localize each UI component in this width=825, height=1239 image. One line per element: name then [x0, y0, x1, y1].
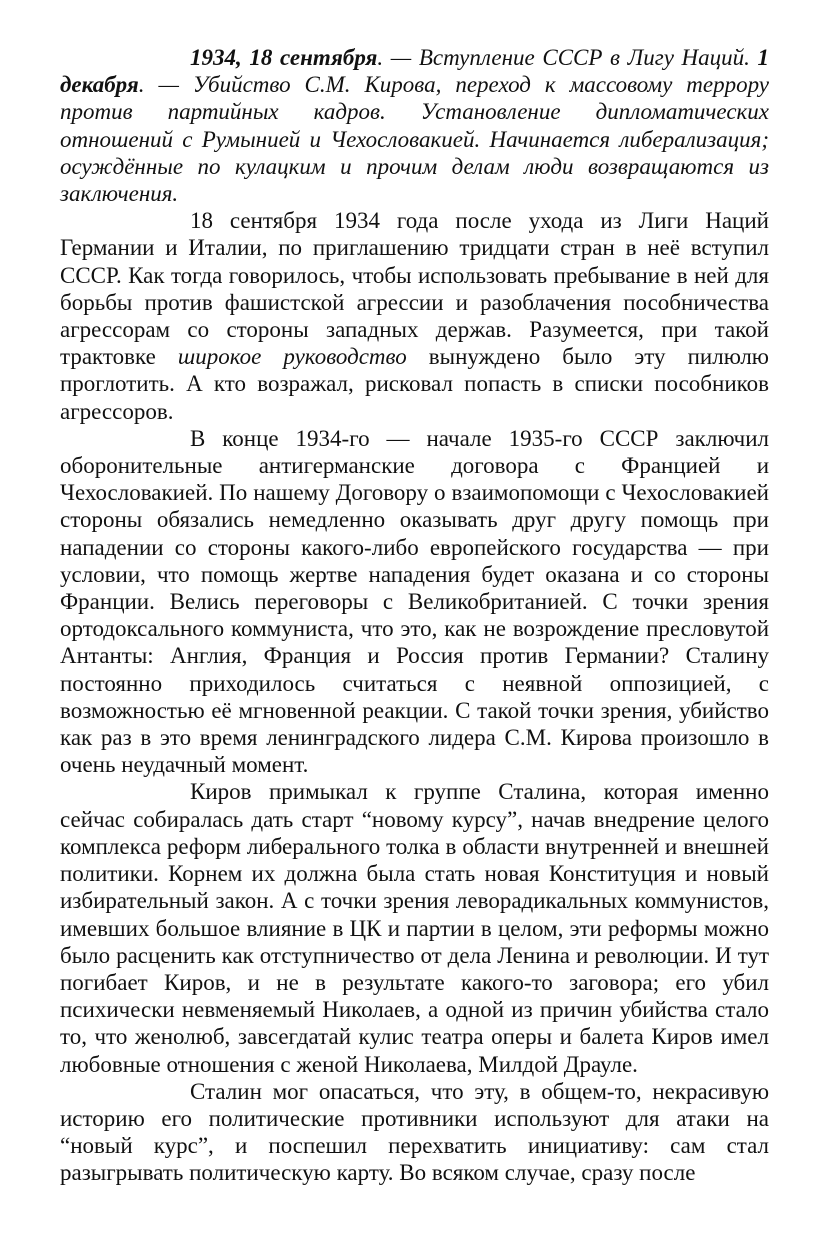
- paragraph-1-emphasis: широкое руководство: [177, 344, 407, 370]
- intro-date-1: 1934, 18 сентября: [190, 45, 378, 70]
- chronology-intro: [60, 44, 769, 207]
- paragraph-league-of-nations: [60, 207, 769, 425]
- paragraph-treaties: В конце 1934-го — начале 1935-го СССР заключил оборонительные антигерманские договора с Францией и Чехословакией. По нашему Договору о взаимопомощи с Чехословакией стороны обязались немедленно оказывать друг другу помощь при нападении со стороны какого-либо европейского государства — при условии, что помощь жертве нападения будет оказана и со стороны Франции. Велись переговоры с Великобританией. С точки зрения ортодоксального коммуниста, что это, как не возрождение пресловутой Антанты: Англия, Франция и Россия против Германии? Сталину постоянно приходилось считаться с неявной оппозицией, с возможностью её мгновенной реакции. С такой точки зрения, убийство как раз в это время ленинградского лидера С.М. Кирова произошло в очень неудачный момент.: [60, 425, 769, 778]
- intro-text-1: . — Вступление СССР в Лигу Наций.: [377, 45, 758, 70]
- intro-date-2: 1 декабря: [60, 45, 769, 98]
- paragraph-1-text-b: вынуждено было эту пилюлю проглотить. А кто возражал, рисковал попасть в списки пособников агрессоров.: [60, 344, 769, 424]
- intro-text-2: . — Убийство С.М. Кирова, переход к массовому террору против партийных кадров. Установление дипломатических отношений с Румынией и Чехословакией. Начинается либерализация; осуждённые по кулацким и прочим делам люди возвращаются из заключения.: [60, 72, 769, 207]
- document-page: [60, 44, 769, 1187]
- paragraph-stalin: Сталин мог опасаться, что эту, в общем-то, некрасивую историю его политические противники используют для атаки на “новый курс”, и поспешил перехватить инициативу: сам стал разыгрывать политическую карту. Во всяком случае, сразу после: [60, 1078, 769, 1186]
- paragraph-kirov: Киров примыкал к группе Сталина, которая именно сейчас собиралась дать старт “новому курсу”, начав внедрение целого комплекса реформ либерального толка в области внутренней и внешней политики. Корнем их должна была стать новая Конституция и новый избирательный закон. А с точки зрения леворадикальных коммунистов, имевших большое влияние в ЦК и партии в целом, эти реформы можно было расценить как отступничество от дела Ленина и революции. И тут погибает Киров, и не в результате какого-то заговора; его убил психически невменяемый Николаев, а одной из причин убийства стало то, что женолюб, завсегдатай кулис театра оперы и балета Киров имел любовные отношения с женой Николаева, Милдой Драуле.: [60, 779, 769, 1077]
- paragraph-1-text-a: 18 сентября 1934 года после ухода из Лиги Наций Германии и Италии, по приглашению тридцати стран в неё вступил СССР. Как тогда говорилось, чтобы использовать пребывание в ней для борьбы против фашистской агрессии и разоблачения пособничества агрессорам со стороны западных держав. Разумеется, при такой трактовке: [60, 208, 769, 370]
